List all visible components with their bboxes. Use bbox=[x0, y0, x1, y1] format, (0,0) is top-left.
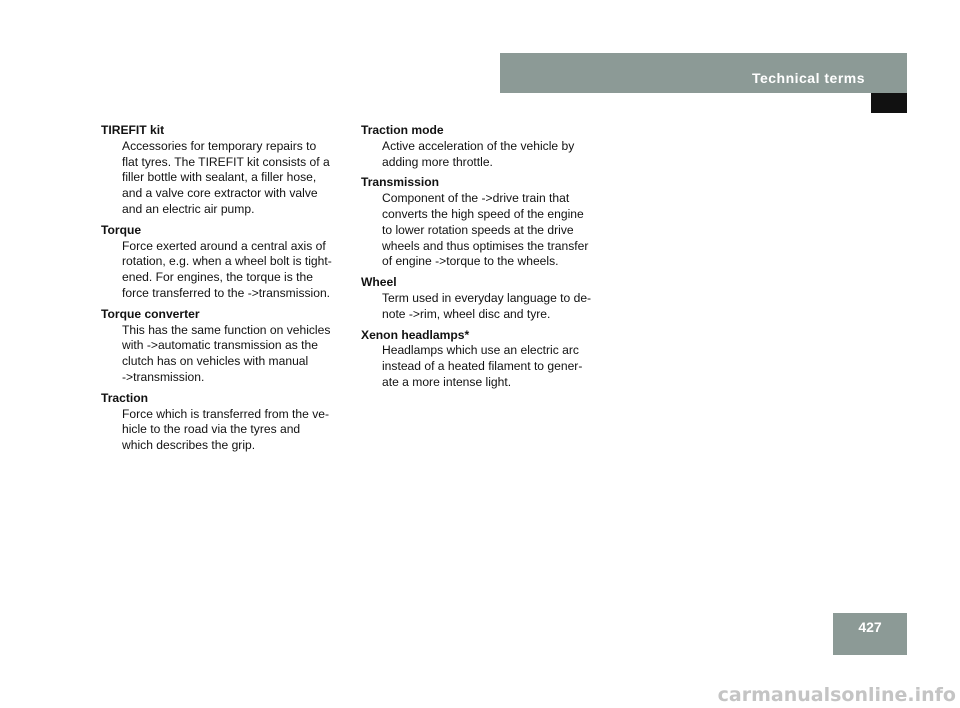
glossary-entry bbox=[101, 123, 353, 218]
glossary-entry bbox=[101, 223, 353, 302]
glossary-definition-line: Component of the ->drive train that bbox=[382, 191, 570, 206]
page-number: 427 bbox=[858, 619, 882, 635]
glossary-definition-line: Term used in everyday language to de- bbox=[382, 290, 592, 305]
glossary-entry bbox=[361, 123, 613, 170]
glossary-entry bbox=[361, 275, 613, 322]
glossary-entry bbox=[101, 391, 353, 454]
glossary-term: Transmission bbox=[361, 175, 439, 190]
glossary-entry bbox=[101, 307, 353, 386]
glossary-definition-line: clutch has on vehicles with manual bbox=[122, 354, 309, 369]
glossary-definition-line: ->transmission. bbox=[122, 369, 205, 384]
glossary-definition-line: and an electric air pump. bbox=[122, 201, 255, 216]
glossary-definition-line: Headlamps which use an electric arc bbox=[382, 343, 579, 358]
glossary-definition-line: and a valve core extractor with valve bbox=[122, 186, 318, 201]
glossary-definition-line: flat tyres. The TIREFIT kit consists of a bbox=[122, 154, 330, 169]
section-header-bar bbox=[500, 53, 907, 93]
glossary-definition-line: Accessories for temporary repairs to bbox=[122, 138, 317, 153]
page-number-box bbox=[833, 613, 907, 655]
glossary-entry bbox=[361, 175, 613, 270]
glossary-definition-line: instead of a heated filament to gener- bbox=[382, 359, 583, 374]
glossary-definition-line: Force exerted around a central axis of bbox=[122, 238, 326, 253]
glossary-definition-line: which describes the grip. bbox=[122, 438, 256, 453]
glossary-definition-line: Force which is transferred from the ve- bbox=[122, 406, 330, 421]
glossary-definition-line: Active acceleration of the vehicle by bbox=[382, 138, 575, 153]
glossary-definition-line: rotation, e.g. when a wheel bolt is tight- bbox=[122, 254, 332, 269]
glossary-term: Xenon headlamps* bbox=[361, 327, 470, 342]
glossary-definition-line: to lower rotation speeds at the drive bbox=[382, 222, 574, 237]
glossary-definition-line: ate a more intense light. bbox=[382, 374, 512, 389]
glossary-definition-line: hicle to the road via the tyres and bbox=[122, 422, 301, 437]
glossary-definition-line: adding more throttle. bbox=[382, 154, 493, 169]
glossary-definition-line: This has the same function on vehicles bbox=[122, 322, 331, 337]
glossary-definition-line: with ->automatic transmission as the bbox=[122, 338, 318, 353]
glossary-term: TIREFIT kit bbox=[101, 123, 165, 137]
glossary-column-right bbox=[361, 123, 613, 396]
glossary-term: Torque bbox=[101, 222, 142, 237]
glossary-term: Traction bbox=[101, 390, 149, 405]
glossary-column-left bbox=[101, 123, 353, 459]
glossary-term: Torque converter bbox=[101, 306, 200, 321]
glossary-entry bbox=[361, 328, 613, 391]
glossary-definition-line: filler bottle with sealant, a filler hose, bbox=[122, 170, 317, 185]
glossary-definition-line: force transferred to the ->transmission. bbox=[122, 285, 331, 300]
section-title: Technical terms bbox=[751, 70, 865, 86]
watermark-text: carmanualsonline.info bbox=[717, 684, 956, 706]
glossary-definition-line: note ->rim, wheel disc and tyre. bbox=[382, 306, 551, 321]
thumb-index-tab bbox=[871, 93, 907, 113]
glossary-definition-line: wheels and thus optimises the transfer bbox=[382, 238, 589, 253]
glossary-term: Traction mode bbox=[361, 123, 444, 137]
glossary-definition-line: converts the high speed of the engine bbox=[382, 206, 584, 221]
glossary-definition-line: ened. For engines, the torque is the bbox=[122, 270, 313, 285]
glossary-definition-line: of engine ->torque to the wheels. bbox=[382, 254, 559, 269]
glossary-term: Wheel bbox=[361, 275, 397, 290]
